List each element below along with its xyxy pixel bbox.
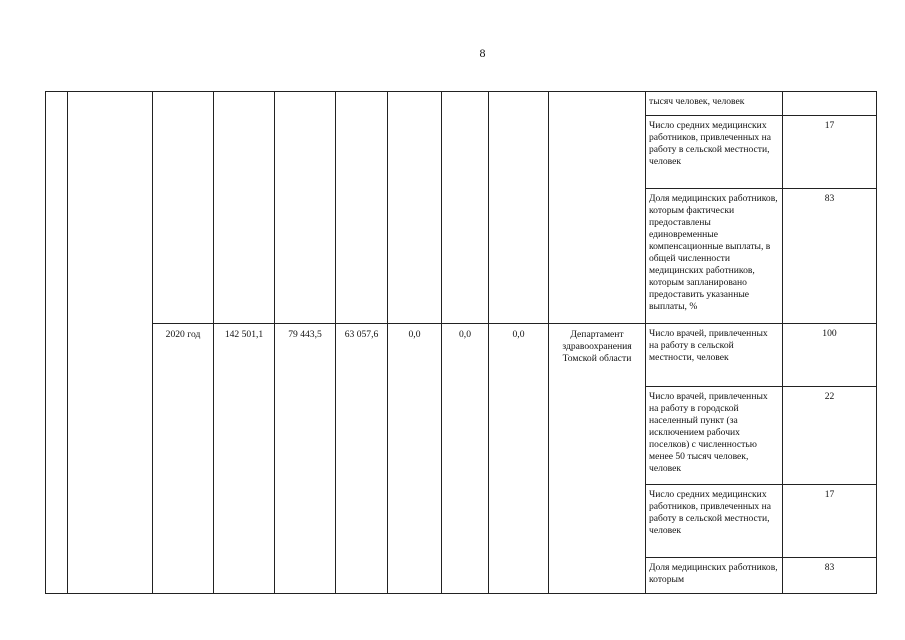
indicator-name: тысяч человек, человек xyxy=(646,92,783,116)
indicator-name: Число врачей, привлеченных на работу в городской населенный пункт (за исключением рабочих поселков) с численностью менее 50 тысяч человек, человек xyxy=(646,387,783,485)
indicator-value: 17 xyxy=(783,485,877,558)
table-cell xyxy=(489,92,549,324)
indicator-value: 22 xyxy=(783,387,877,485)
year-cell: 2020 год xyxy=(153,324,214,594)
table-cell xyxy=(214,92,275,324)
indicator-name: Доля медицинских работников, которым фактически предоставлены единовременные компенсационные выплаты, в общей численности медицинских работников, которым запланировано предоставить указанные выплаты, % xyxy=(646,189,783,324)
indicator-name: Число средних медицинских работников, привлеченных на работу в сельской местности, человек xyxy=(646,116,783,189)
table-cell xyxy=(442,92,489,324)
indicator-value: 100 xyxy=(783,324,877,387)
indicator-value: 83 xyxy=(783,558,877,594)
indicator-value: 17 xyxy=(783,116,877,189)
amount-cell: 0,0 xyxy=(489,324,549,594)
table-cell xyxy=(275,92,336,324)
total-cell: 142 501,1 xyxy=(214,324,275,594)
program-table xyxy=(45,91,877,594)
indicator-value: 83 xyxy=(783,189,877,324)
page-number: 8 xyxy=(479,46,486,60)
table-cell xyxy=(46,92,68,594)
table-cell xyxy=(388,92,442,324)
amount-cell: 0,0 xyxy=(388,324,442,594)
table-cell xyxy=(549,92,646,324)
indicator-name: Число средних медицинских работников, привлеченных на работу в сельской местности, человек xyxy=(646,485,783,558)
indicator-name: Доля медицинских работников, которым xyxy=(646,558,783,594)
indicator-name: Число врачей, привлеченных на работу в сельской местности, человек xyxy=(646,324,783,387)
amount-cell: 63 057,6 xyxy=(336,324,388,594)
table-cell xyxy=(68,92,153,594)
executor-cell: Департамент здравоохранения Томской области xyxy=(549,324,646,594)
amount-cell: 79 443,5 xyxy=(275,324,336,594)
table-cell xyxy=(336,92,388,324)
amount-cell: 0,0 xyxy=(442,324,489,594)
table-cell xyxy=(153,92,214,324)
indicator-value xyxy=(783,92,877,116)
